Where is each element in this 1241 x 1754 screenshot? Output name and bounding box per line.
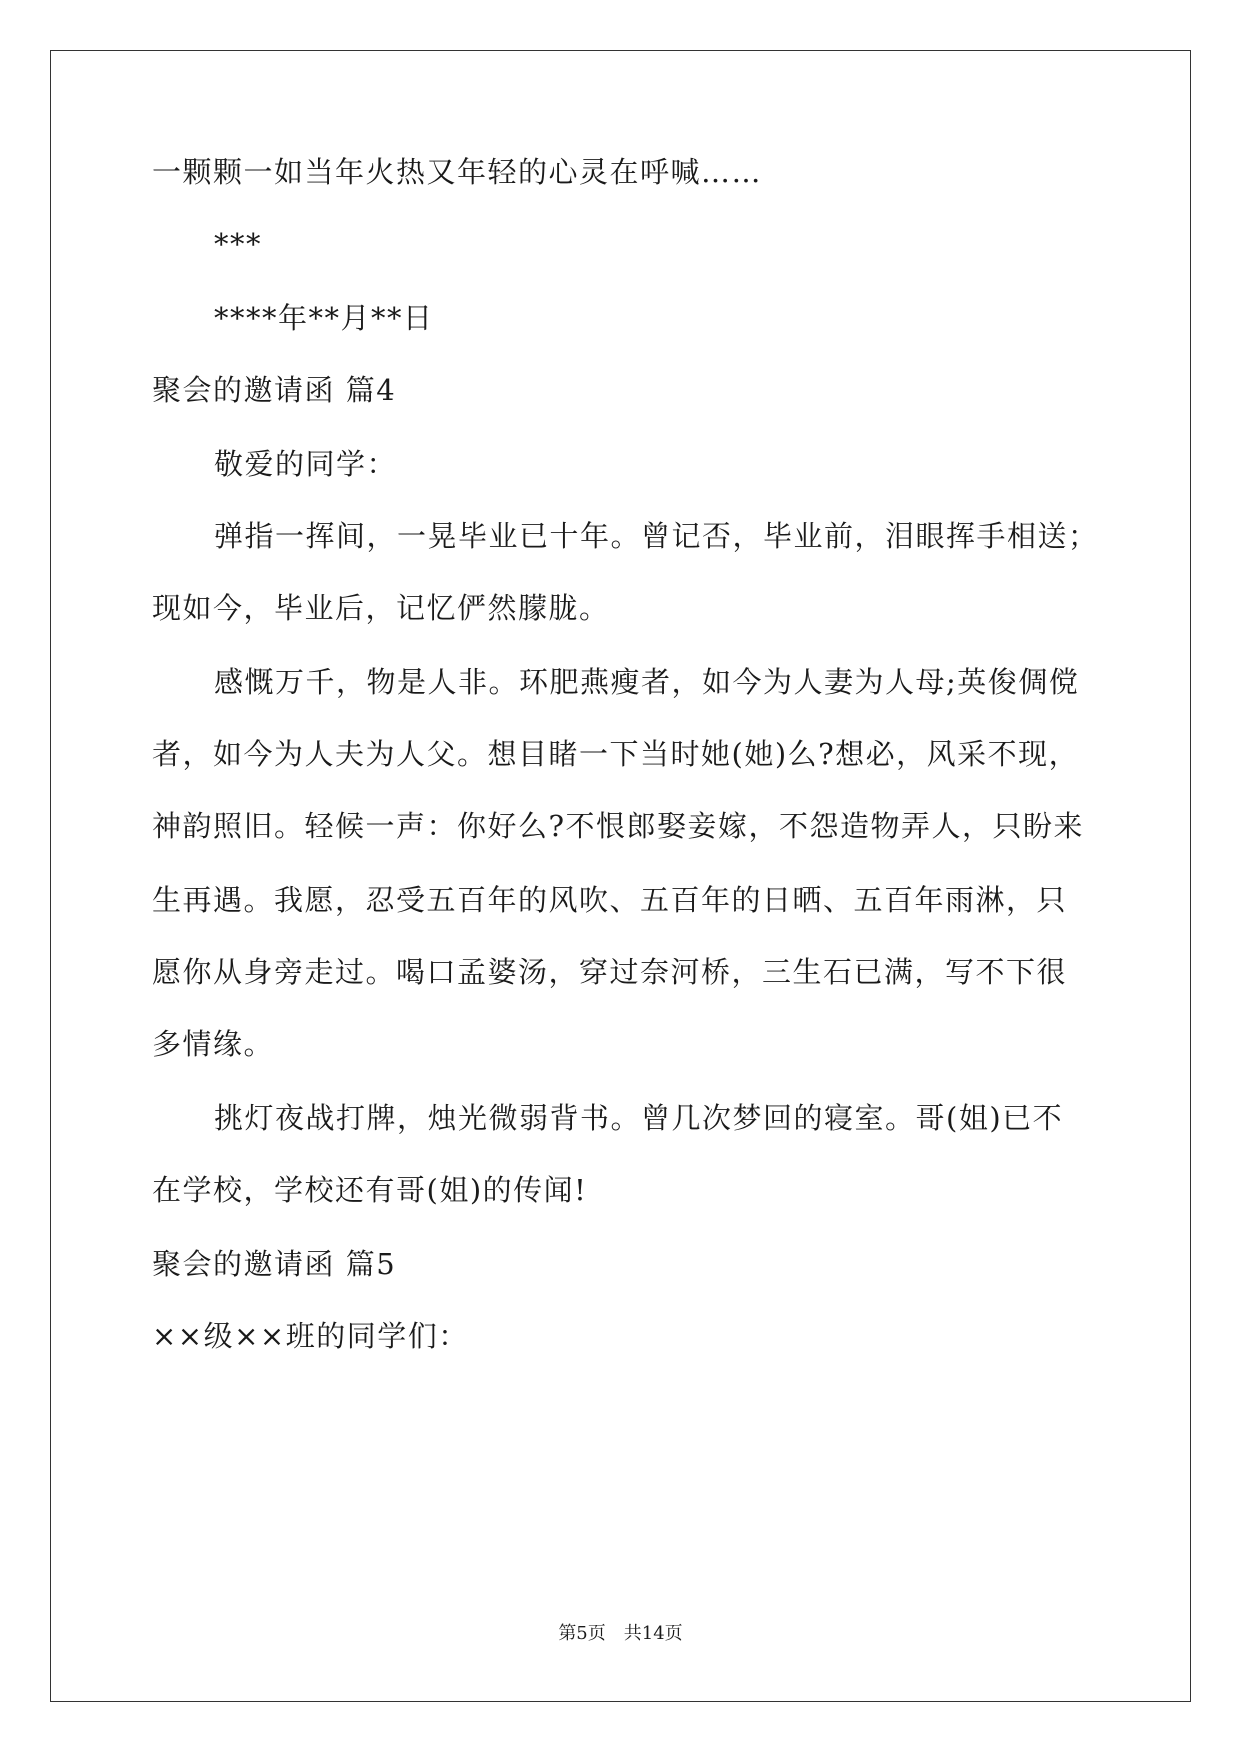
body-line: 感慨万千，物是人非。环肥燕瘦者，如今为人妻为人母;英俊倜傥 [214,665,1080,699]
page-border [50,50,1191,1702]
body-line: 愿你从身旁走过。喝口孟婆汤，穿过奈河桥，三生石已满，写不下很 [152,955,1068,989]
body-line: 一颗颗一如当年火热又年轻的心灵在呼喊…… [152,155,763,189]
signature: *** [214,227,262,261]
page-footer [0,1622,1241,1646]
body-line: 挑灯夜战打牌，烛光微弱背书。曾几次梦回的寝室。哥(姐)已不 [214,1101,1064,1135]
date-line: ****年**月**日 [214,301,434,335]
body-line: 弹指一挥间，一晃毕业已十年。曾记否，毕业前，泪眼挥手相送； [214,519,1099,553]
salutation: 敬爱的同学： [214,447,398,481]
body-line: 生再遇。我愿，忍受五百年的风吹、五百年的日晒、五百年雨淋，只 [152,883,1068,917]
body-line: 多情缘。 [152,1027,275,1061]
body-line: 神韵照旧。轻候一声：你好么?不恨郎娶妾嫁，不怨造物弄人，只盼来 [152,809,1085,843]
page-total: 共14页 [623,1623,683,1644]
body-line: 者，如今为人夫为人父。想目睹一下当时她(她)么?想必，风采不现， [152,737,1080,771]
body-line: 在学校，学校还有哥(姐)的传闻! [152,1173,588,1207]
salutation: ××级××班的同学们： [152,1319,469,1353]
body-line: 现如今，毕业后，记忆俨然朦胧。 [152,591,610,625]
section-heading: 聚会的邀请函 篇4 [152,373,397,407]
section-heading: 聚会的邀请函 篇5 [152,1247,397,1281]
page-number: 第5页 [558,1623,606,1644]
